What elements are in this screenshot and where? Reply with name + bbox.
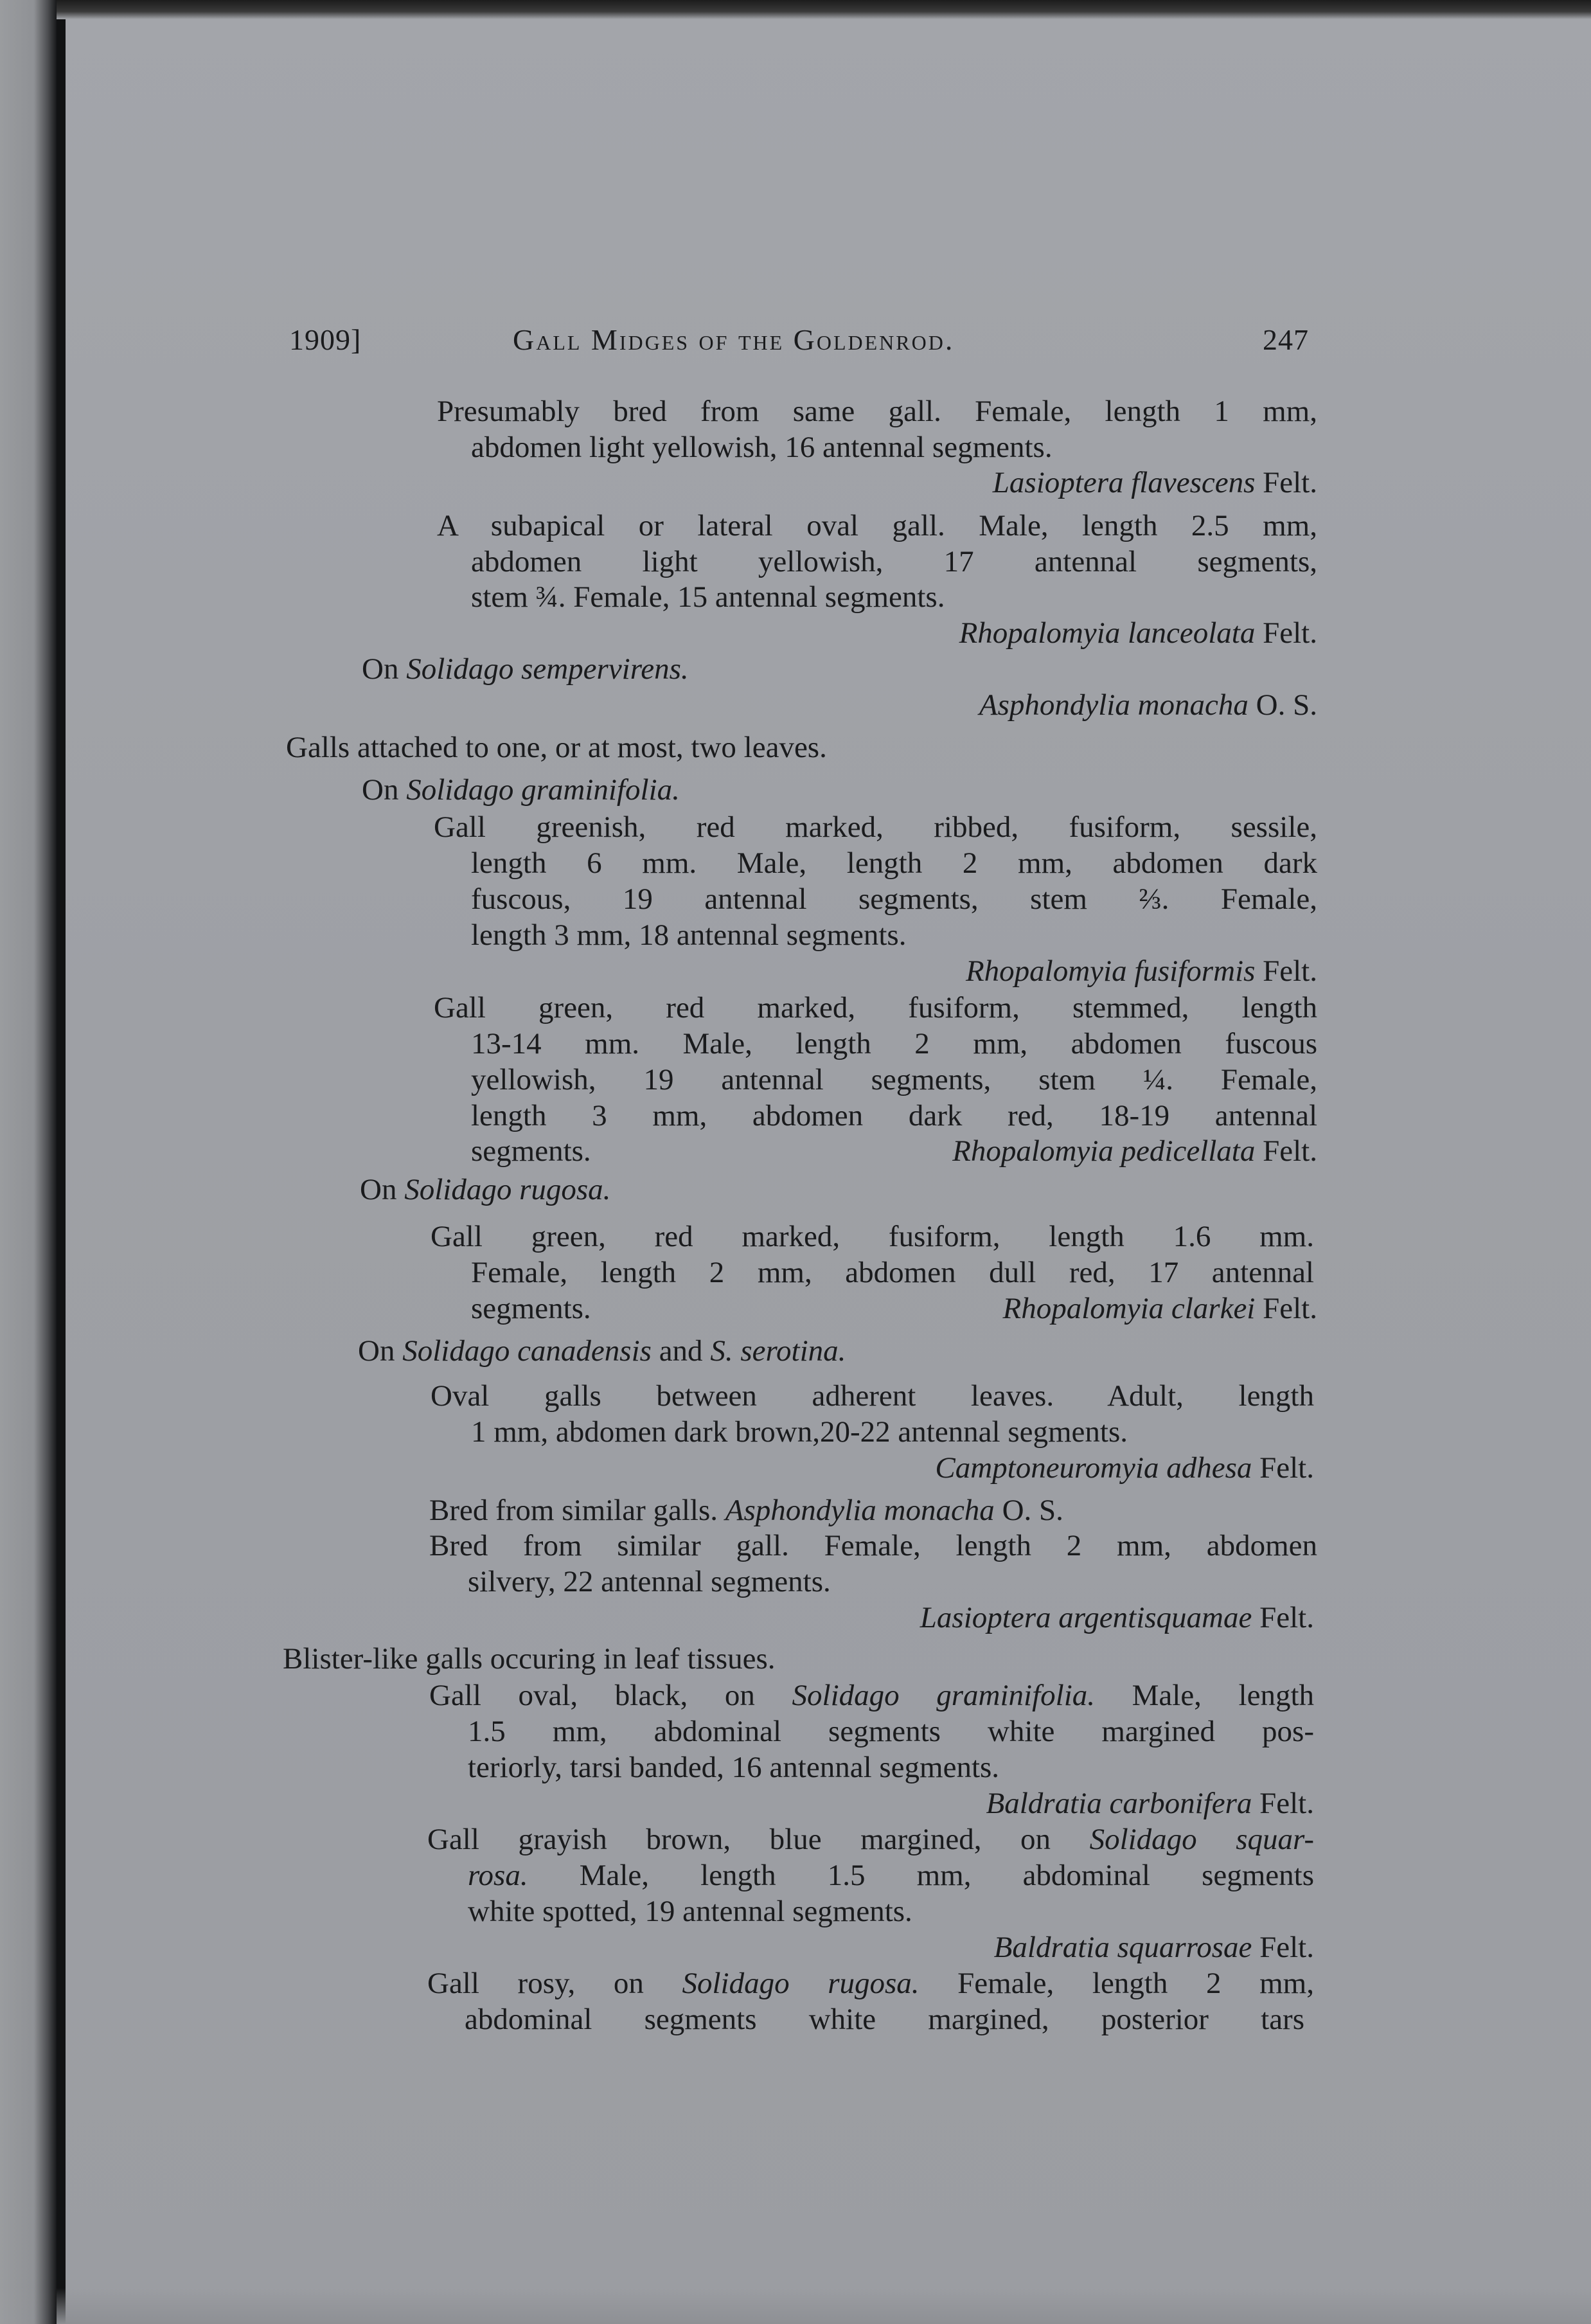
text-line bbox=[471, 953, 1317, 989]
text-line bbox=[468, 1600, 1314, 1636]
text-line bbox=[362, 772, 778, 808]
text-line bbox=[468, 1857, 1314, 1893]
text-run: length 3 mm, 18 antennal segments. bbox=[471, 918, 907, 952]
text-line bbox=[468, 1893, 1086, 1929]
italic-text-run: Baldratia carbonifera bbox=[986, 1787, 1252, 1820]
text-run: abdomen light yellowish, 16 antennal segments. bbox=[471, 431, 1053, 464]
text-run: 1 mm, abdomen dark brown,20-22 antennal segments. bbox=[471, 1415, 1128, 1449]
text-line bbox=[471, 579, 1108, 615]
text-line bbox=[468, 1785, 1314, 1821]
text-run: Felt. bbox=[1252, 1931, 1314, 1964]
text-run: Bred from similar gall. Female, length 2 mm, abdomen bbox=[429, 1529, 1317, 1562]
text-run: Felt. bbox=[1252, 1787, 1314, 1820]
italic-text-run: Solidago canadensis bbox=[402, 1334, 652, 1368]
text-line bbox=[471, 1450, 1314, 1486]
text-run: Felt. bbox=[1252, 1601, 1314, 1634]
text-line bbox=[427, 1965, 1314, 2001]
text-line bbox=[429, 1492, 1317, 1528]
italic-text-run: Camptoneuromyia adhesa bbox=[935, 1451, 1252, 1485]
text-run: Oval galls between adherent leaves. Adult, length bbox=[431, 1379, 1314, 1413]
text-run: fuscous, 19 antennal segments, stem ⅔. Female, bbox=[471, 882, 1317, 916]
text-run: Felt. bbox=[1255, 466, 1317, 499]
text-line bbox=[471, 544, 1317, 580]
text-line bbox=[471, 615, 1317, 651]
text-run: Presumably bred from same gall. Female, length 1 mm, bbox=[437, 395, 1317, 428]
text-run: Blister-like galls occuring in leaf tissues. bbox=[283, 1642, 776, 1676]
text-run: segments. bbox=[471, 1292, 591, 1325]
italic-text-run: Solidago squar- bbox=[1089, 1823, 1314, 1856]
text-run: Female, length 2 mm, bbox=[919, 1967, 1314, 2000]
text-run: Galls attached to one, or at most, two leaves. bbox=[286, 731, 827, 764]
text-line bbox=[471, 465, 1317, 501]
text-line bbox=[471, 1291, 623, 1327]
text-line bbox=[358, 1333, 990, 1369]
italic-text-run: Baldratia squarrosae bbox=[993, 1931, 1252, 1964]
text-run: yellowish, 19 antennal segments, stem ¼. Female, bbox=[471, 1063, 1317, 1096]
italic-text-run: rosa. bbox=[468, 1859, 528, 1892]
text-run: A subapical or lateral oval gall. Male, length 2.5 mm, bbox=[437, 509, 1317, 542]
text-line bbox=[471, 687, 1317, 723]
text-run: Bred from similar galls. bbox=[429, 1494, 725, 1527]
italic-text-run: Solidago rugosa. bbox=[404, 1173, 611, 1206]
text-run: Gall oval, black, on bbox=[429, 1679, 792, 1712]
text-line bbox=[362, 651, 778, 687]
text-run: On bbox=[358, 1334, 403, 1368]
text-run: teriorly, tarsi banded, 16 antennal segments. bbox=[468, 1751, 1000, 1784]
text-run: length 6 mm. Male, length 2 mm, abdomen dark bbox=[471, 846, 1317, 880]
text-line bbox=[471, 1098, 1317, 1134]
text-line bbox=[468, 1749, 1194, 1785]
text-line bbox=[286, 729, 1015, 765]
text-line bbox=[471, 1062, 1317, 1098]
italic-text-run: Lasioptera flavescens bbox=[992, 466, 1256, 499]
text-line bbox=[468, 1929, 1314, 1965]
italic-text-run: Lasioptera argentisquamae bbox=[920, 1601, 1252, 1634]
text-line bbox=[835, 1291, 1317, 1327]
running-header-title: Gall Midges of the Goldenrod. bbox=[513, 323, 955, 356]
italic-text-run: S. serotina. bbox=[710, 1334, 846, 1368]
text-line bbox=[431, 1378, 1314, 1414]
text-line bbox=[471, 917, 1057, 953]
text-line bbox=[434, 809, 1317, 845]
text-line bbox=[437, 393, 1317, 429]
text-line bbox=[360, 1172, 671, 1208]
text-run: Felt. bbox=[1252, 1451, 1314, 1485]
text-line bbox=[471, 1133, 623, 1169]
text-run: Gall rosy, on bbox=[427, 1967, 682, 2000]
italic-text-run: Rhopalomyia lanceolata bbox=[959, 616, 1256, 650]
italic-text-run: Rhopalomyia pedicellata bbox=[952, 1134, 1256, 1168]
text-line bbox=[468, 1564, 922, 1600]
italic-text-run: Solidago graminifolia. bbox=[792, 1679, 1096, 1712]
italic-text-run: Solidago rugosa. bbox=[682, 1967, 920, 2000]
text-line bbox=[471, 1026, 1317, 1062]
text-line bbox=[437, 508, 1317, 544]
italic-text-run: Rhopalomyia clarkei bbox=[1002, 1292, 1256, 1325]
italic-text-run: Solidago graminifolia. bbox=[406, 773, 680, 807]
text-run: On bbox=[362, 773, 407, 807]
text-line bbox=[427, 1821, 1314, 1857]
text-line bbox=[471, 429, 1256, 465]
text-line bbox=[471, 845, 1317, 881]
text-run: segments. bbox=[471, 1134, 591, 1168]
text-line bbox=[431, 1219, 1314, 1255]
text-run: length 3 mm, abdomen dark red, 18-19 antennal bbox=[471, 1099, 1317, 1132]
text-run: Felt. bbox=[1255, 616, 1317, 650]
text-run: Felt. bbox=[1255, 1292, 1317, 1325]
text-run: Gall green, red marked, fusiform, stemmed, length bbox=[434, 991, 1317, 1024]
text-run: On bbox=[362, 652, 407, 686]
text-line bbox=[471, 1255, 1314, 1291]
text-line bbox=[835, 1133, 1317, 1169]
text-run: Gall greenish, red marked, ribbed, fusiform, sessile, bbox=[434, 810, 1317, 844]
text-line bbox=[434, 990, 1317, 1026]
text-run: abdomen light yellowish, 17 antennal segments, bbox=[471, 545, 1317, 578]
text-run: 1.5 mm, abdominal segments white margined pos- bbox=[468, 1715, 1314, 1748]
text-run: O. S. bbox=[994, 1494, 1063, 1527]
text-line bbox=[429, 1677, 1314, 1713]
text-run: Male, length bbox=[1095, 1679, 1315, 1712]
italic-text-run: Asphondylia monacha bbox=[725, 1494, 995, 1527]
text-run: and bbox=[651, 1334, 711, 1368]
italic-text-run: Asphondylia monacha bbox=[979, 688, 1249, 722]
text-run: Felt. bbox=[1255, 954, 1317, 988]
running-header-year: 1909] bbox=[289, 323, 362, 356]
page-number: 247 bbox=[1263, 323, 1309, 356]
text-run: Gall green, red marked, fusiform, length 1.6 mm. bbox=[431, 1220, 1314, 1253]
text-line bbox=[465, 2001, 1304, 2037]
text-run: abdominal segments white margined, posterior tars bbox=[465, 2003, 1304, 2036]
text-run: silvery, 22 antennal segments. bbox=[468, 1565, 831, 1598]
text-line bbox=[429, 1528, 1317, 1564]
text-run: Gall grayish brown, blue margined, on bbox=[427, 1823, 1090, 1856]
text-line bbox=[468, 1713, 1314, 1749]
text-run: white spotted, 19 antennal segments. bbox=[468, 1895, 912, 1928]
text-run: On bbox=[360, 1173, 405, 1206]
text-line bbox=[471, 881, 1317, 917]
italic-text-run: Rhopalomyia fusiformis bbox=[965, 954, 1256, 988]
text-line bbox=[471, 1414, 1272, 1450]
text-run: 13-14 mm. Male, length 2 mm, abdomen fuscous bbox=[471, 1027, 1317, 1060]
text-run: Male, length 1.5 mm, abdominal segments bbox=[528, 1859, 1314, 1892]
text-run: stem ¾. Female, 15 antennal segments. bbox=[471, 580, 945, 614]
text-run: O. S. bbox=[1248, 688, 1317, 722]
text-run: Female, length 2 mm, abdomen dull red, 17 antennal bbox=[471, 1256, 1314, 1289]
text-run: Felt. bbox=[1255, 1134, 1317, 1168]
text-line bbox=[283, 1641, 932, 1677]
italic-text-run: Solidago sempervirens. bbox=[406, 652, 689, 686]
